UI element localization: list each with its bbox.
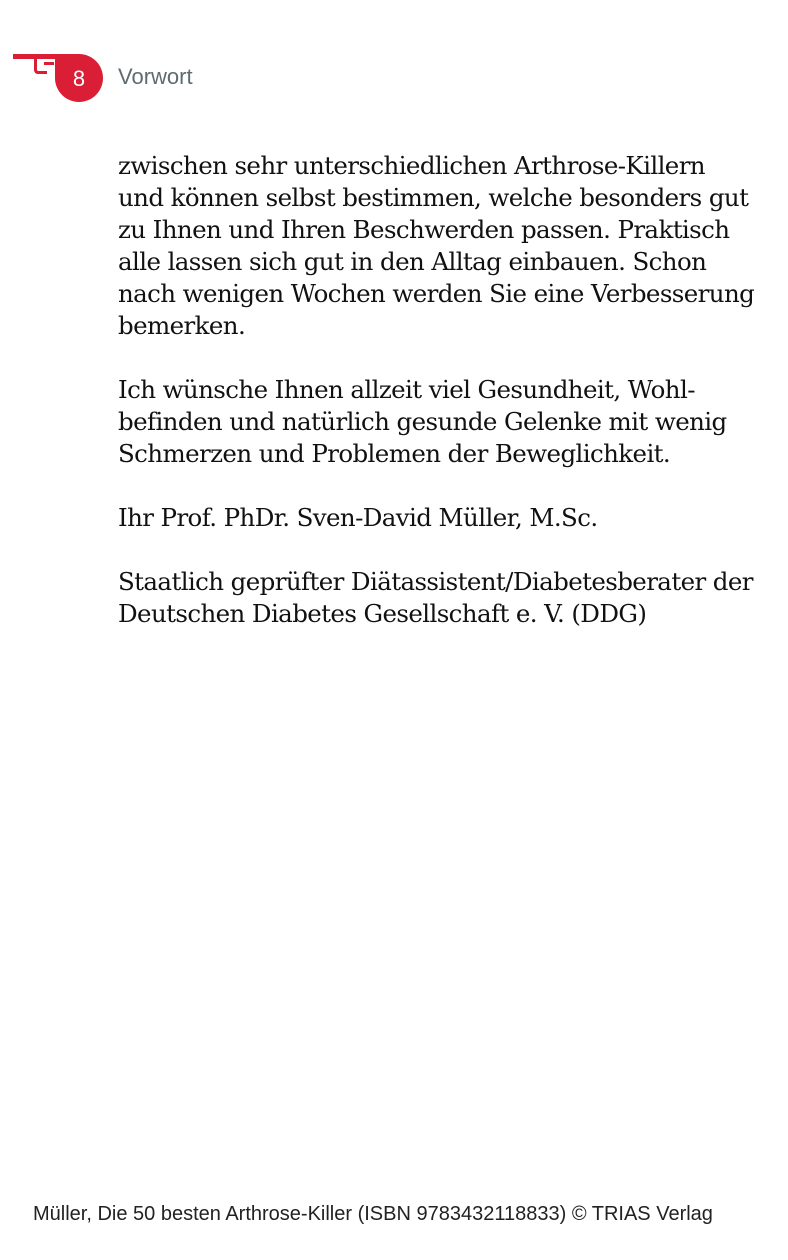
text-line: zu Ihnen und Ihren Beschwerden passen. Praktisch [118,215,730,244]
paragraph-2 [118,374,754,470]
signature [118,502,754,534]
section-title: Vorwort [118,64,193,89]
author-credentials [118,566,754,630]
text-line: Deutschen Diabetes Gesellschaft e. V. (DDG) [118,599,647,628]
body-text [118,150,754,630]
text-line: zwischen sehr unterschiedlichen Arthrose-Killern [118,151,705,180]
text-line: bemerken. [118,311,246,340]
text-line: alle lassen sich gut in den Alltag einbauen. Schon [118,247,707,276]
page-footer: Müller, Die 50 besten Arthrose-Killer (ISBN 9783432118833) © TRIAS Verlag [33,1203,713,1225]
page-number-badge: 8 [55,54,103,102]
text-line: Schmerzen und Problemen der Beweglichkeit. [118,439,671,468]
text-line: Ihr Prof. PhDr. Sven-David Müller, M.Sc. [118,503,598,532]
header-decoration-hook [44,62,54,65]
paragraph-1 [118,150,754,342]
text-line: befinden und natürlich gesunde Gelenke mit wenig [118,407,727,436]
text-line: Staatlich geprüfter Diätassistent/Diabetesberater der [118,567,753,596]
text-line: nach wenigen Wochen werden Sie eine Verbesserung [118,279,755,308]
text-line: Ich wünsche Ihnen allzeit viel Gesundheit, Wohl- [118,375,695,404]
text-line: und können selbst bestimmen, welche besonders gut [118,183,749,212]
